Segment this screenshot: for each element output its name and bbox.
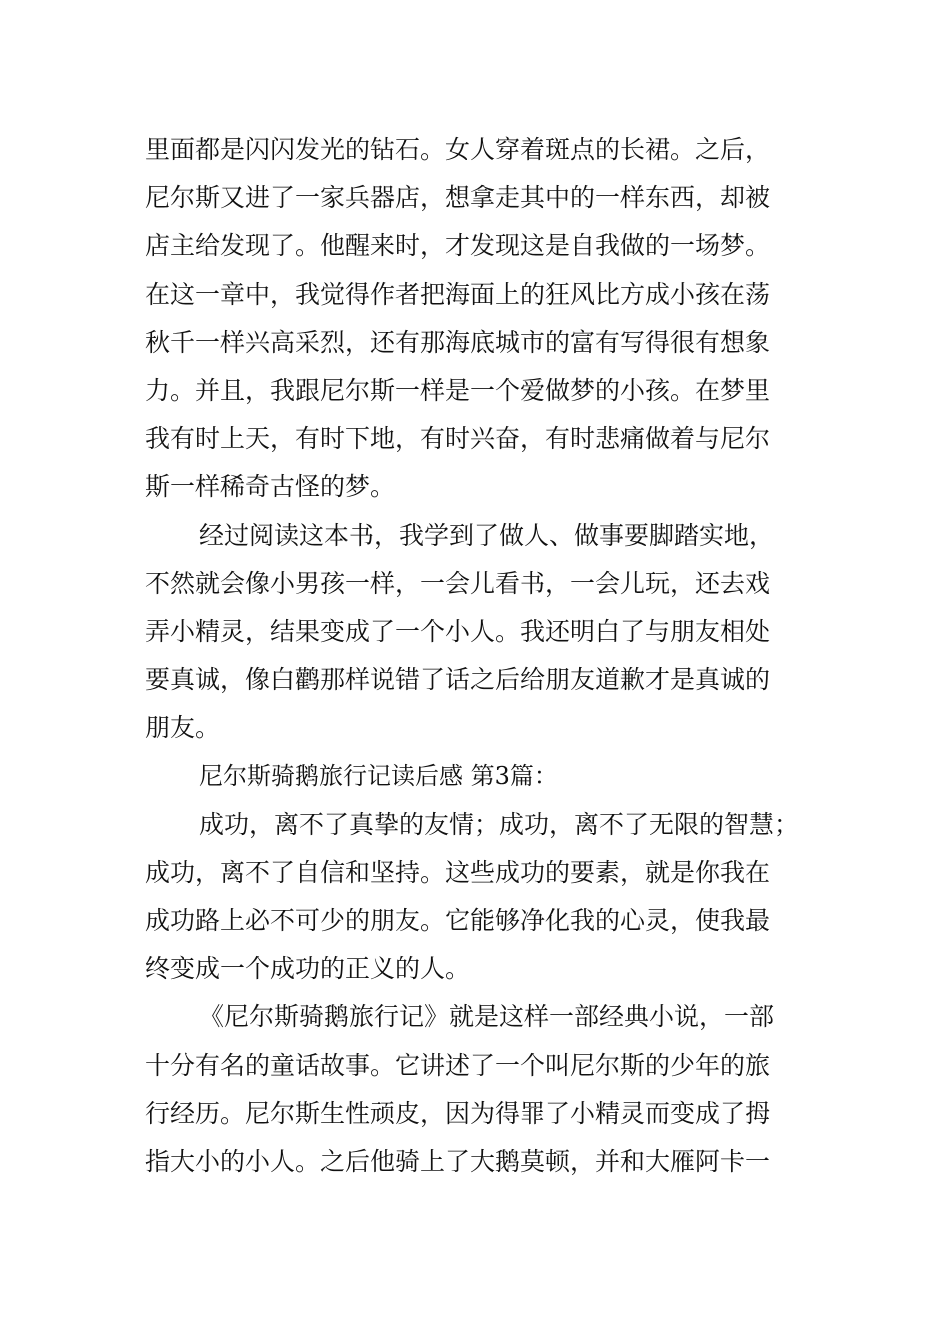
text-line: 成功，离不了自信和坚持。这些成功的要素，就是你我在 [145, 857, 771, 887]
text-line: 终变成一个成功的正义的人。 [145, 954, 471, 984]
text-line: 不然就会像小男孩一样，一会儿看书，一会儿玩，还去戏 [145, 568, 771, 598]
text-line: 我有时上天，有时下地，有时兴奋，有时悲痛做着与尼尔 [145, 424, 771, 454]
text-line: 尼尔斯又进了一家兵器店，想拿走其中的一样东西，却被 [145, 183, 771, 213]
text-line: 秋千一样兴高采烈，还有那海底城市的富有写得很有想象 [145, 327, 771, 357]
text-line: 店主给发现了。他醒来时，才发现这是自我做的一场梦。 [145, 231, 771, 261]
text-line: 行经历。尼尔斯生性顽皮，因为得罪了小精灵而变成了拇 [145, 1098, 771, 1128]
text-line: 里面都是闪闪发光的钻石。女人穿着斑点的长裙。之后， [145, 135, 771, 164]
text-line: 指大小的小人。之后他骑上了大鹅莫顿，并和大雁阿卡一 [145, 1146, 771, 1176]
section-heading [145, 752, 810, 800]
text-line: 十分有名的童话故事。它讲述了一个叫尼尔斯的少年的旅 [145, 1050, 771, 1080]
heading-line: 尼尔斯骑鹅旅行记读后感 第3篇： [199, 762, 558, 791]
text-line: 朋友。 [145, 713, 221, 743]
document-body [145, 126, 810, 1186]
paragraph-1 [145, 126, 810, 512]
text-line: 在这一章中，我觉得作者把海面上的狂风比方成小孩在荡 [145, 279, 771, 309]
text-line: 要真诚，像白鹳那样说错了话之后给朋友道歉才是真诚的 [145, 665, 771, 695]
text-line: 斯一样稀奇古怪的梦。 [145, 472, 396, 502]
text-line: 弄小精灵，结果变成了一个小人。我还明白了与朋友相处 [145, 616, 771, 646]
text-line: 力。并且，我跟尼尔斯一样是一个爱做梦的小孩。在梦里 [145, 375, 771, 405]
paragraph-2 [145, 512, 810, 753]
paragraph-4 [145, 993, 810, 1186]
text-line: 《尼尔斯骑鹅旅行记》就是这样一部经典小说，一部 [199, 1002, 775, 1032]
text-line: 成功路上必不可少的朋友。它能够净化我的心灵，使我最 [145, 906, 771, 935]
paragraph-3 [145, 801, 810, 994]
text-line: 经过阅读这本书，我学到了做人、做事要脚踏实地， [199, 520, 775, 550]
text-line: 成功，离不了真挚的友情；成功，离不了无限的智慧； [199, 809, 800, 839]
